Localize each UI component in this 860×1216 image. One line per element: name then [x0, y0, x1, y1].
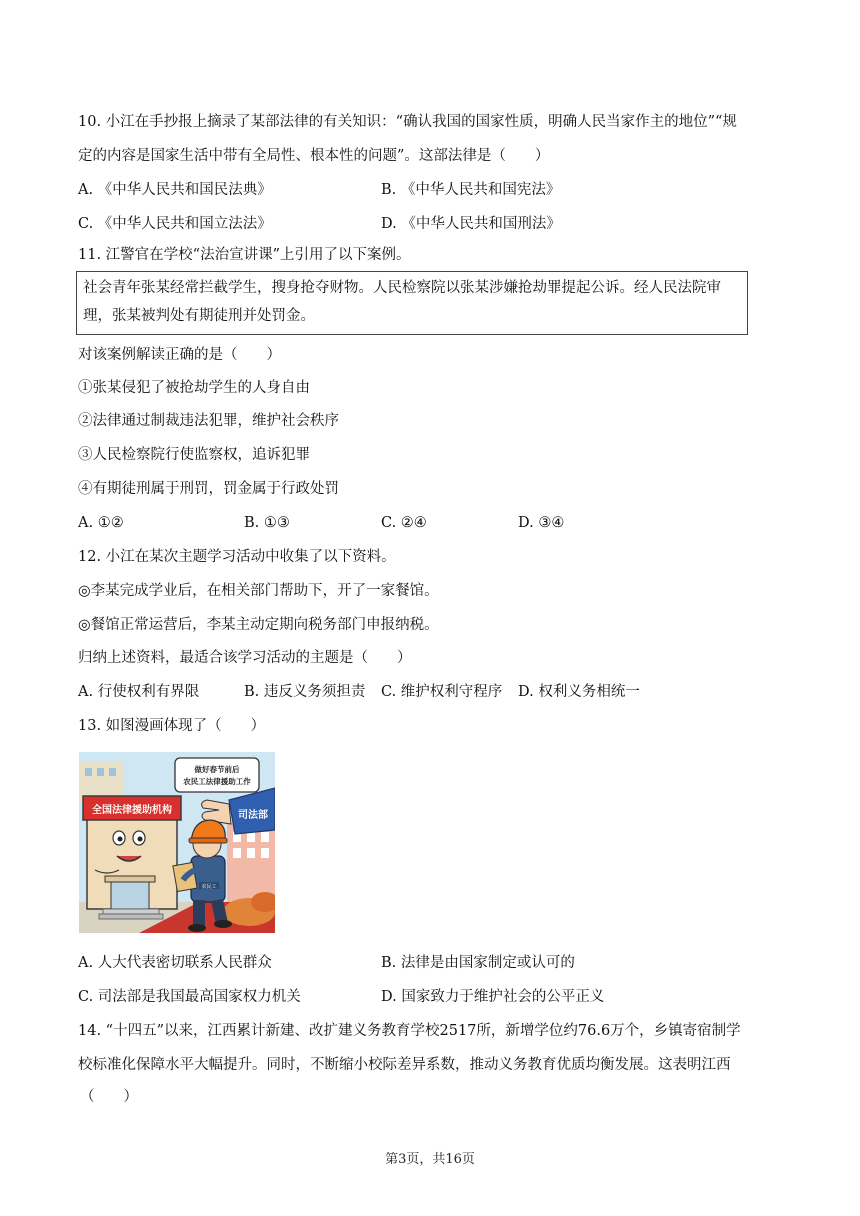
q11-option-c: C. ②④ [381, 515, 427, 531]
cartoon-sleeve-text: 司法部 [238, 810, 268, 821]
q11-case-box [76, 271, 748, 335]
q12-question: 归纳上述资料，最适合该学习活动的主题是（ ） [78, 650, 412, 666]
q11-stem: 11. 江警官在学校“法治宣讲课”上引用了以下案例。 [78, 247, 411, 263]
q14-stem-line3: （ ） [80, 1089, 138, 1105]
q13-option-c: C. 司法部是我国最高国家权力机关 [78, 989, 301, 1005]
cartoon-banner-line1: 做好春节前后 [194, 765, 240, 774]
q13-stem: 13. 如图漫画体现了（ ） [78, 718, 266, 734]
q13-option-a: A. 人大代表密切联系人民群众 [78, 955, 272, 971]
q13-option-b: B. 法律是由国家制定或认可的 [381, 955, 575, 971]
q11-item-2: ②法律通过制裁违法犯罪，维护社会秩序 [78, 413, 339, 429]
q12-option-b: B. 违反义务须担责 [244, 684, 366, 700]
q12-option-a: A. 行使权利有界限 [78, 684, 200, 700]
q11-option-a: A. ①② [78, 515, 124, 531]
q11-case-line2: 理，张某被判处有期徒刑并处罚金。 [83, 308, 315, 324]
cartoon-worker-tag: 农民工 [201, 884, 217, 890]
q11-option-b: B. ①③ [244, 515, 290, 531]
q11-option-d: D. ③④ [518, 515, 565, 531]
q11-item-1: ①张某侵犯了被抢劫学生的人身自由 [78, 380, 310, 396]
q10-stem-line1: 10. 小江在手抄报上摘录了某部法律的有关知识：“确认我国的国家性质，明确人民当家作主的地位”“规 [78, 114, 737, 130]
q12-option-d: D. 权利义务相统一 [518, 684, 640, 700]
q12-material-1: ◎李某完成学业后，在相关部门帮助下，开了一家餐馆。 [78, 583, 439, 599]
q11-item-4: ④有期徒刑属于刑罚，罚金属于行政处罚 [78, 481, 339, 497]
q10-option-c: C. 《中华人民共和国立法法》 [78, 216, 272, 232]
q14-stem-line2: 校标准化保障水平大幅提升。同时，不断缩小校际差异系数，推动义务教育优质均衡发展。这表明江西 [78, 1057, 731, 1073]
cartoon-sign-text: 全国法律援助机构 [92, 805, 172, 816]
q14-stem-line1: 14. “十四五”以来，江西累计新建、改扩建义务教育学校2517所，新增学位约76.6万个，乡镇寄宿制学 [78, 1023, 741, 1039]
q10-option-d: D. 《中华人民共和国刑法》 [381, 216, 561, 232]
legal-aid-cartoon [79, 752, 275, 933]
q12-option-c: C. 维护权利守程序 [381, 684, 503, 700]
q12-stem: 12. 小江在某次主题学习活动中收集了以下资料。 [78, 549, 396, 565]
q11-case-line1: 社会青年张某经常拦截学生，搜身抢夺财物。人民检察院以张某涉嫌抢劫罪提起公诉。经人民法院审 [83, 280, 721, 296]
page-number-footer: 第3页，共16页 [385, 1152, 475, 1167]
q11-item-3: ③人民检察院行使监察权，追诉犯罪 [78, 447, 310, 463]
q13-option-d: D. 国家致力于维护社会的公平正义 [381, 989, 605, 1005]
q10-option-a: A. 《中华人民共和国民法典》 [78, 182, 272, 198]
cartoon-banner-line2: 农民工法律援助工作 [183, 777, 251, 786]
q12-material-2: ◎餐馆正常运营后，李某主动定期向税务部门申报纳税。 [78, 617, 439, 633]
q10-option-b: B. 《中华人民共和国宪法》 [381, 182, 561, 198]
q10-stem-line2: 定的内容是国家生活中带有全局性、根本性的问题”。这部法律是（ ） [78, 148, 550, 164]
q11-question: 对该案例解读正确的是（ ） [78, 347, 281, 363]
